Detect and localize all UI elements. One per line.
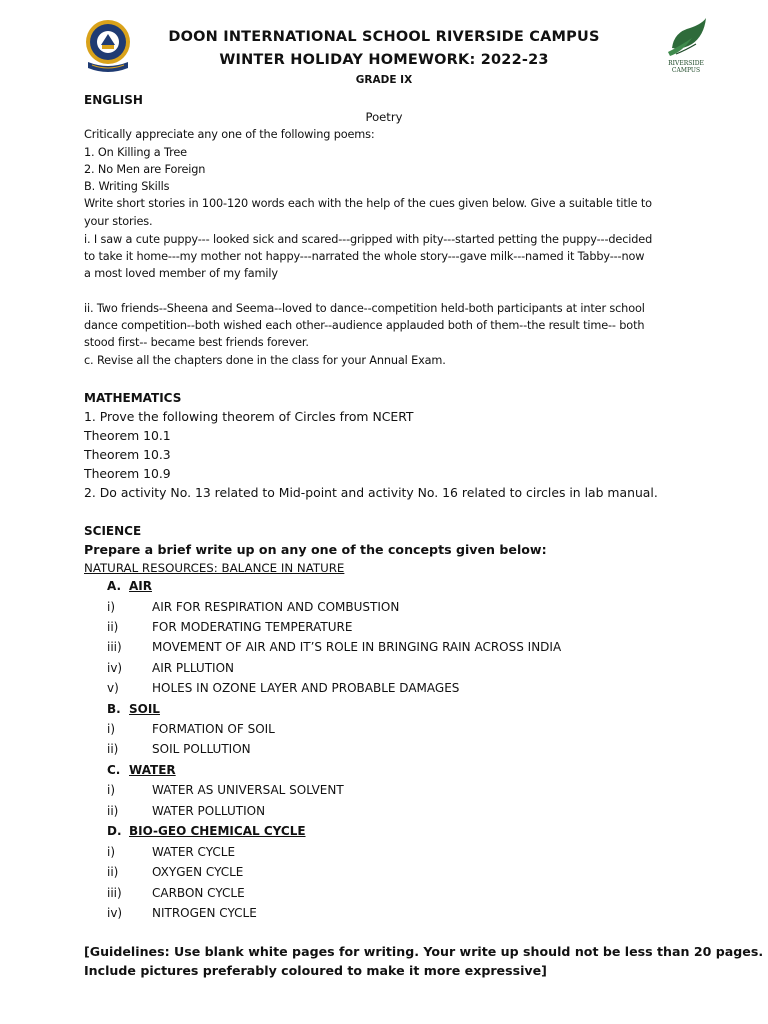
section-title: AIR bbox=[129, 579, 152, 593]
english-line: B. Writing Skills bbox=[84, 180, 170, 193]
section-title: BIO-GEO CHEMICAL CYCLE bbox=[129, 824, 306, 838]
item-number: v) bbox=[107, 681, 119, 695]
guidelines-line: Include pictures preferably coloured to make it more expressive] bbox=[84, 963, 547, 978]
mathematics-heading: MATHEMATICS bbox=[84, 391, 182, 405]
item-text: CARBON CYCLE bbox=[152, 886, 245, 900]
english-heading: ENGLISH bbox=[84, 93, 143, 107]
english-line: stood first-- became best friends forever. bbox=[84, 336, 309, 349]
guidelines-line: [Guidelines: Use blank white pages for writing. Your write up should not be less than 20 pages. bbox=[84, 944, 764, 959]
math-line: Theorem 10.1 bbox=[84, 428, 171, 443]
item-number: iv) bbox=[107, 661, 123, 675]
item-text: WATER AS UNIVERSAL SOLVENT bbox=[152, 783, 344, 797]
item-text: FOR MODERATING TEMPERATURE bbox=[152, 620, 353, 634]
item-number: i) bbox=[107, 600, 116, 614]
grade-label: GRADE IX bbox=[355, 74, 413, 86]
item-text: AIR FOR RESPIRATION AND COMBUSTION bbox=[152, 600, 400, 614]
school-crest-logo bbox=[84, 18, 132, 78]
english-line: a most loved member of my family bbox=[84, 267, 278, 280]
item-text: AIR PLLUTION bbox=[152, 661, 234, 675]
item-text: SOIL POLLUTION bbox=[152, 742, 251, 756]
poetry-subheading: Poetry bbox=[365, 110, 403, 124]
item-number: iii) bbox=[107, 640, 122, 654]
english-line: dance competition--both wished each other--audience applauded both of them--the result time-- both bbox=[84, 319, 645, 332]
math-line: 1. Prove the following theorem of Circles from NCERT bbox=[84, 409, 414, 424]
item-text: HOLES IN OZONE LAYER AND PROBABLE DAMAGES bbox=[152, 681, 460, 695]
section-letter: D. bbox=[107, 824, 122, 838]
science-intro: Prepare a brief write up on any one of the concepts given below: bbox=[84, 542, 547, 557]
english-line: Write short stories in 100-120 words each with the help of the cues given below. Give a suitable title to bbox=[84, 197, 652, 210]
english-line: 1. On Killing a Tree bbox=[84, 146, 187, 159]
section-letter: B. bbox=[107, 702, 121, 716]
english-line: to take it home---my mother not happy---narrated the whole story---gave milk---named it Tabby---now bbox=[84, 250, 645, 263]
item-text: OXYGEN CYCLE bbox=[152, 865, 244, 879]
math-line: Theorem 10.9 bbox=[84, 466, 171, 481]
section-title: SOIL bbox=[129, 702, 160, 716]
item-text: MOVEMENT OF AIR AND IT’S ROLE IN BRINGING RAIN ACROSS INDIA bbox=[152, 640, 562, 654]
item-number: ii) bbox=[107, 742, 119, 756]
item-number: ii) bbox=[107, 620, 119, 634]
english-line: i. I saw a cute puppy--- looked sick and scared---gripped with pity---started petting the puppy---decided bbox=[84, 233, 653, 246]
english-line: c. Revise all the chapters done in the class for your Annual Exam. bbox=[84, 354, 446, 367]
item-number: i) bbox=[107, 845, 116, 859]
school-name-title: DOON INTERNATIONAL SCHOOL RIVERSIDE CAMPUS bbox=[168, 29, 600, 45]
item-text: WATER CYCLE bbox=[152, 845, 236, 859]
item-number: i) bbox=[107, 783, 116, 797]
math-line: Theorem 10.3 bbox=[84, 447, 171, 462]
item-text: NITROGEN CYCLE bbox=[152, 906, 257, 920]
english-line: Critically appreciate any one of the following poems: bbox=[84, 128, 375, 141]
item-number: ii) bbox=[107, 804, 119, 818]
item-number: ii) bbox=[107, 865, 119, 879]
section-letter: A. bbox=[107, 579, 122, 593]
english-line: your stories. bbox=[84, 215, 153, 228]
item-text: FORMATION OF SOIL bbox=[152, 722, 275, 736]
right-logo-caption: RIVERSIDE CAMPUS bbox=[668, 60, 704, 74]
homework-title: WINTER HOLIDAY HOMEWORK: 2022-23 bbox=[219, 52, 549, 68]
english-line: 2. No Men are Foreign bbox=[84, 163, 206, 176]
science-heading: SCIENCE bbox=[84, 524, 142, 538]
math-line: 2. Do activity No. 13 related to Mid-point and activity No. 16 related to circles in lab manual. bbox=[84, 485, 658, 500]
section-title: WATER bbox=[129, 763, 176, 777]
item-number: i) bbox=[107, 722, 116, 736]
item-number: iii) bbox=[107, 886, 122, 900]
english-line: ii. Two friends--Sheena and Seema--loved to dance--competition held-both participants at inter school bbox=[84, 302, 645, 315]
science-topic: NATURAL RESOURCES: BALANCE IN NATURE bbox=[84, 561, 345, 575]
section-letter: C. bbox=[107, 763, 121, 777]
item-number: iv) bbox=[107, 906, 123, 920]
item-text: WATER POLLUTION bbox=[152, 804, 266, 818]
